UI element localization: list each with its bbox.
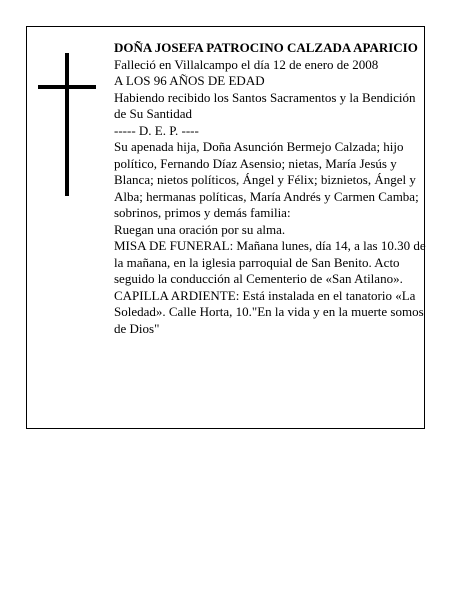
funeral-paragraph: MISA DE FUNERAL: Mañana lunes, día 14, a las 10.30 de la mañana, en la iglesia parroquial de San Benito. Acto seguido la conducción al Cementerio de «San Atilano». — [114, 238, 426, 286]
obituary-text — [114, 40, 426, 337]
deceased-name: DOÑA JOSEFA PATROCINO CALZADA APARICIO — [114, 40, 418, 55]
prayer-line: Ruegan una oración por su alma. — [114, 221, 286, 237]
age-line: A LOS 96 AÑOS DE EDAD — [114, 73, 265, 88]
cross-icon-horizontal-bar — [38, 85, 96, 89]
chapel-paragraph: CAPILLA ARDIENTE: Está instalada en el tanatorio «La Soledad». Calle Horta, 10."En la vida y en la muerte somos de Dios" — [114, 287, 424, 336]
death-notice: Falleció en Villalcampo el día 12 de enero de 2008 — [114, 56, 379, 72]
cross-icon-vertical-bar — [65, 53, 69, 196]
family-paragraph: Su apenada hija, Doña Asunción Bermejo Calzada; hijo político, Fernando Díaz Asensio; nietas, María Jesús y Blanca; nietos políticos, Ángel y Félix; biznietos, Ángel y Alba; hermanas políticas, María Andrés y Carmen Camba; sobrinos, primos y demás familia: — [114, 139, 419, 220]
rip-line: ----- D. E. P. ---- — [114, 122, 199, 138]
sacraments-line: Habiendo recibido los Santos Sacramentos y la Bendición de Su Santidad — [114, 89, 416, 121]
